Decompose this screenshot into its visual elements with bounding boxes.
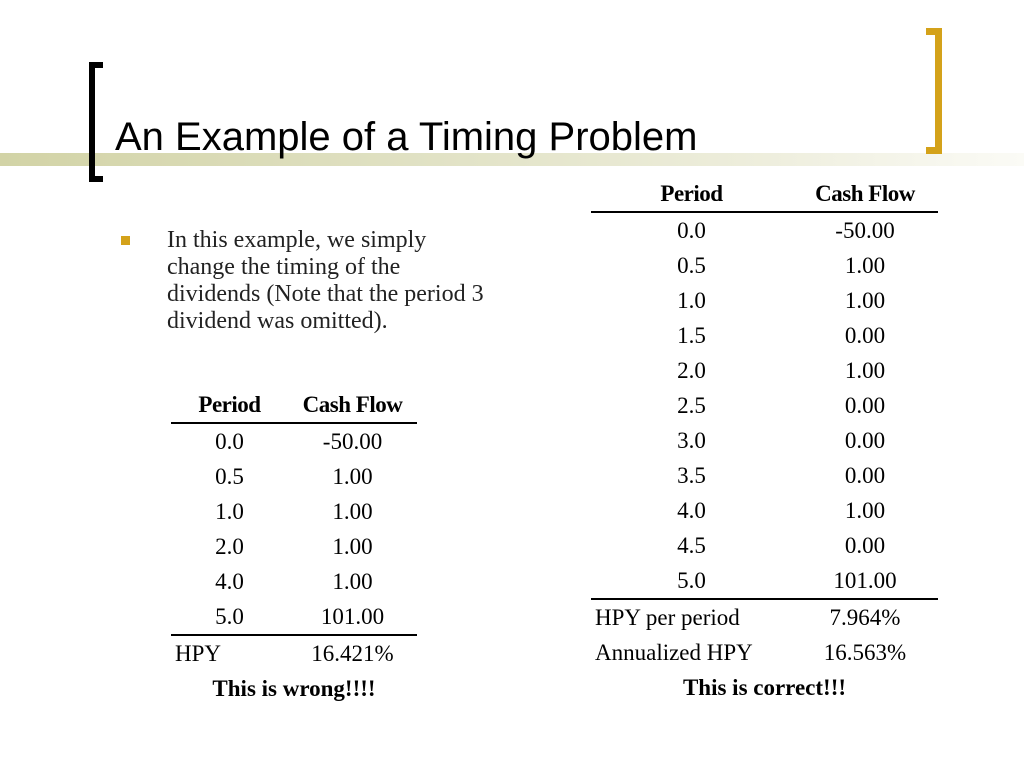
cash-flow-cell: 101.00 bbox=[792, 563, 938, 599]
hpy-per-period-value: 7.964% bbox=[829, 605, 901, 630]
period-cell: 5.0 bbox=[591, 563, 792, 599]
period-cell: 5.0 bbox=[171, 599, 288, 635]
cash-flow-cell: 1.00 bbox=[844, 253, 886, 278]
cash-flow-header: Cash Flow bbox=[792, 176, 938, 212]
cash-flow-cell: 0.00 bbox=[844, 323, 886, 348]
cash-flow-cell: 1.00 bbox=[332, 499, 373, 524]
period-cell: 0.5 bbox=[677, 253, 706, 278]
annualized-hpy-value: 16.563% bbox=[823, 640, 907, 665]
table-row bbox=[171, 564, 417, 599]
period-cell: 0.0 bbox=[677, 218, 706, 243]
table-row bbox=[171, 459, 417, 494]
hpy-row bbox=[171, 635, 417, 671]
square-bullet-icon bbox=[121, 236, 130, 245]
table-row bbox=[591, 458, 938, 493]
hpy-per-period-row bbox=[591, 599, 938, 635]
table-row bbox=[591, 353, 938, 388]
cash-flow-cell: 1.00 bbox=[844, 498, 886, 523]
annualized-hpy-row bbox=[591, 635, 938, 670]
cash-flow-cell: -50.00 bbox=[322, 429, 383, 454]
annualized-hpy-label: Annualized HPY bbox=[595, 640, 753, 665]
verdict-row bbox=[171, 671, 417, 706]
table-row bbox=[591, 493, 938, 528]
table-row bbox=[591, 563, 938, 599]
cash-flow-cell: 1.00 bbox=[844, 288, 886, 313]
period-cell: 1.0 bbox=[677, 288, 706, 313]
cash-flow-cell: 1.00 bbox=[844, 358, 886, 383]
cash-flow-cell: 1.00 bbox=[332, 534, 373, 559]
table-row bbox=[591, 388, 938, 423]
hpy-per-period-label: HPY per period bbox=[595, 605, 740, 630]
period-cell: 4.5 bbox=[677, 533, 706, 558]
period-cell: 2.0 bbox=[677, 358, 706, 383]
table-row bbox=[591, 423, 938, 458]
table-row bbox=[171, 599, 417, 635]
cash-flow-cell: -50.00 bbox=[835, 218, 895, 243]
period-cell: 1.0 bbox=[215, 499, 244, 524]
table-row bbox=[171, 529, 417, 564]
cash-flow-cell: 0.00 bbox=[844, 428, 886, 453]
cash-flow-header: Cash Flow bbox=[288, 387, 417, 423]
cash-flow-cell: 0.00 bbox=[844, 463, 886, 488]
period-cell: 4.0 bbox=[677, 498, 706, 523]
table-row bbox=[591, 248, 938, 283]
verdict-text: This is wrong!!!! bbox=[212, 676, 376, 701]
period-header: Period bbox=[591, 176, 792, 212]
period-cell: 0.0 bbox=[215, 429, 244, 454]
table-row bbox=[171, 494, 417, 529]
cash-flow-table-correct bbox=[591, 176, 938, 705]
hpy-value: 16.421% bbox=[311, 641, 394, 666]
table-row bbox=[591, 528, 938, 563]
cash-flow-cell: 1.00 bbox=[332, 464, 373, 489]
hpy-label: HPY bbox=[175, 641, 222, 666]
table-row bbox=[591, 283, 938, 318]
period-cell: 3.5 bbox=[677, 463, 706, 488]
table-row bbox=[591, 212, 938, 248]
table-row bbox=[591, 318, 938, 353]
cash-flow-cell: 0.00 bbox=[844, 533, 886, 558]
period-cell: 2.5 bbox=[677, 393, 706, 418]
period-cell: 3.0 bbox=[677, 428, 706, 453]
period-cell: 1.5 bbox=[677, 323, 706, 348]
cash-flow-cell: 0.00 bbox=[844, 393, 886, 418]
bullet-text: In this example, we simply change the timing of the dividends (Note that the period 3 dividend was omitted). bbox=[167, 227, 484, 334]
cash-flow-cell: 1.00 bbox=[332, 569, 373, 594]
verdict-row bbox=[591, 670, 938, 705]
period-cell: 4.0 bbox=[215, 569, 244, 594]
table-header-row bbox=[171, 387, 417, 423]
left-bracket-decoration bbox=[89, 62, 103, 182]
table-header-row bbox=[591, 176, 938, 212]
table-row bbox=[171, 423, 417, 459]
right-bracket-decoration bbox=[926, 28, 942, 154]
period-header: Period bbox=[171, 387, 288, 423]
cash-flow-cell: 101.00 bbox=[288, 599, 417, 635]
verdict-text: This is correct!!! bbox=[682, 675, 847, 700]
period-cell: 2.0 bbox=[215, 534, 244, 559]
slide-title: An Example of a Timing Problem bbox=[115, 115, 698, 159]
cash-flow-table-wrong bbox=[171, 387, 417, 706]
period-cell: 0.5 bbox=[215, 464, 244, 489]
